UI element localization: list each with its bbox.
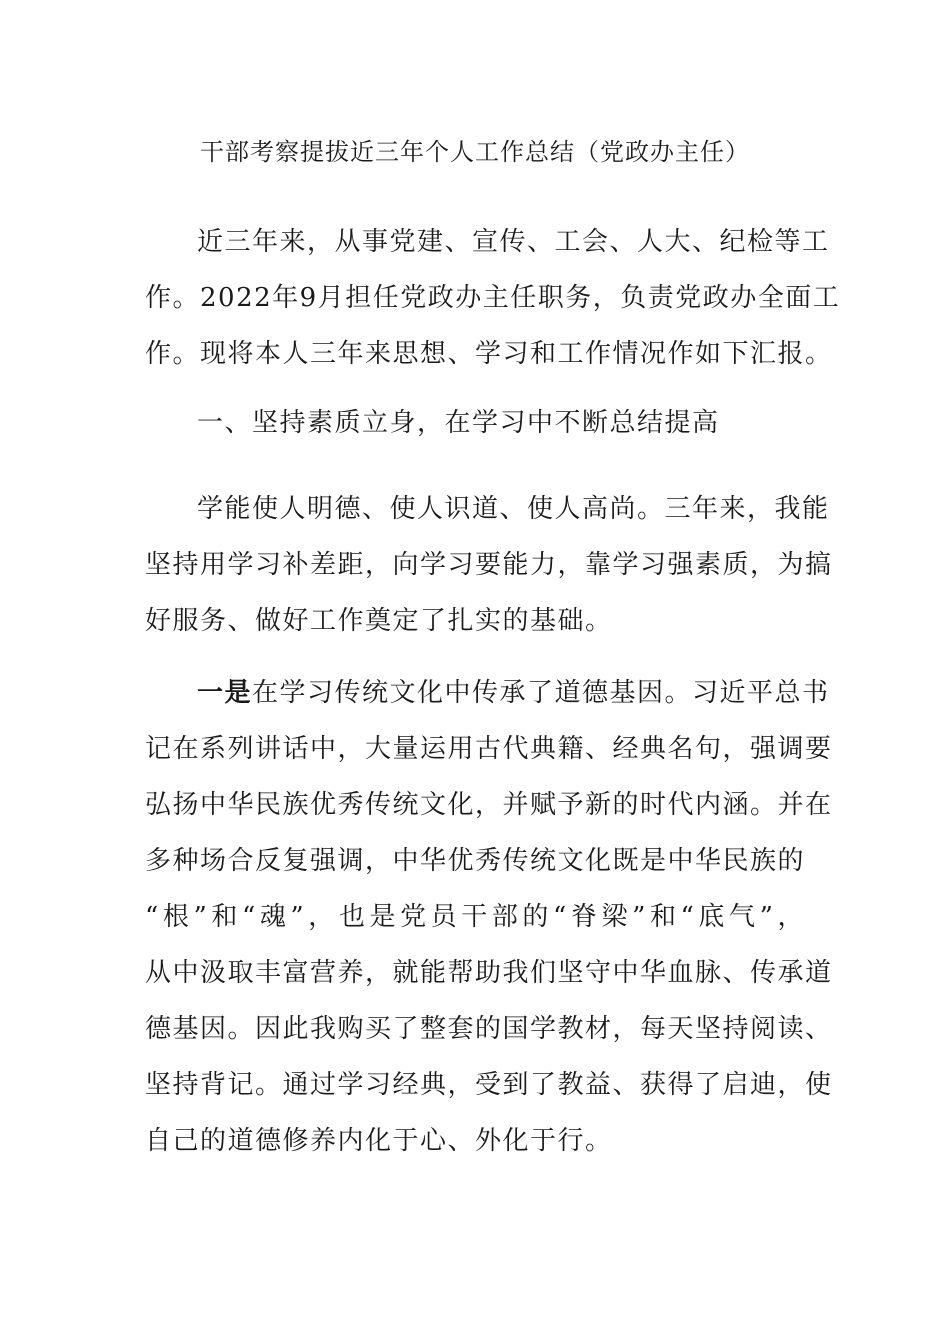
- point-line-3: 弘扬中华民族优秀传统文化，并赋予新的时代内涵。并在: [145, 790, 833, 820]
- point-line-9: 自己的道德修养内化于心、外化于行。: [145, 1126, 613, 1156]
- section-line-1: [145, 481, 830, 537]
- intro-line-3: 作。现将本人三年来思想、学习和工作情况作如下汇报。: [145, 339, 833, 369]
- point-lead: 一是: [197, 678, 253, 708]
- section-line-2: 坚持用学习补差距，向学习要能力，靠学习强素质，为搞: [145, 550, 833, 580]
- point-line-4: 多种场合反复强调，中华优秀传统文化既是中华民族的: [145, 846, 806, 876]
- intro-line-1: [145, 214, 830, 270]
- point-line-1-text: 在学习传统文化中传承了道德基因。习近平总书: [252, 678, 830, 708]
- document-title: 干部考察提拔近三年个人工作总结（党政办主任）: [200, 138, 750, 166]
- section-line-1-text: 学能使人明德、使人识道、使人高尚。三年来，我能: [197, 494, 830, 524]
- point-line-2: 记在系列讲话中，大量运用古代典籍、经典名句，强调要: [145, 734, 833, 764]
- intro-line-2: 作。2022年9月担任党政办主任职务，负责党政办全面工: [145, 283, 841, 313]
- point-line-8: 坚持背记。通过学习经典，受到了教益、获得了启迪，使: [145, 1070, 833, 1100]
- section-paragraph: [145, 481, 833, 649]
- point-one-paragraph: [145, 665, 833, 1169]
- point-line-6: 从中汲取丰富营养，就能帮助我们坚守中华血脉、传承道: [145, 958, 833, 988]
- intro-line-1-text: 近三年来，从事党建、宣传、工会、人大、纪检等工: [197, 227, 830, 257]
- point-line-5: “根”和“魂”，也是党员干部的“脊梁”和“底气”，: [145, 902, 805, 932]
- point-line-7: 德基因。因此我购买了整套的国学教材，每天坚持阅读、: [145, 1014, 833, 1044]
- section-heading: 一、坚持素质立身，在学习中不断总结提高: [197, 408, 720, 438]
- point-line-1: [145, 665, 830, 721]
- section-line-3: 好服务、做好工作奠定了扎实的基础。: [145, 606, 613, 636]
- intro-paragraph: [145, 214, 841, 382]
